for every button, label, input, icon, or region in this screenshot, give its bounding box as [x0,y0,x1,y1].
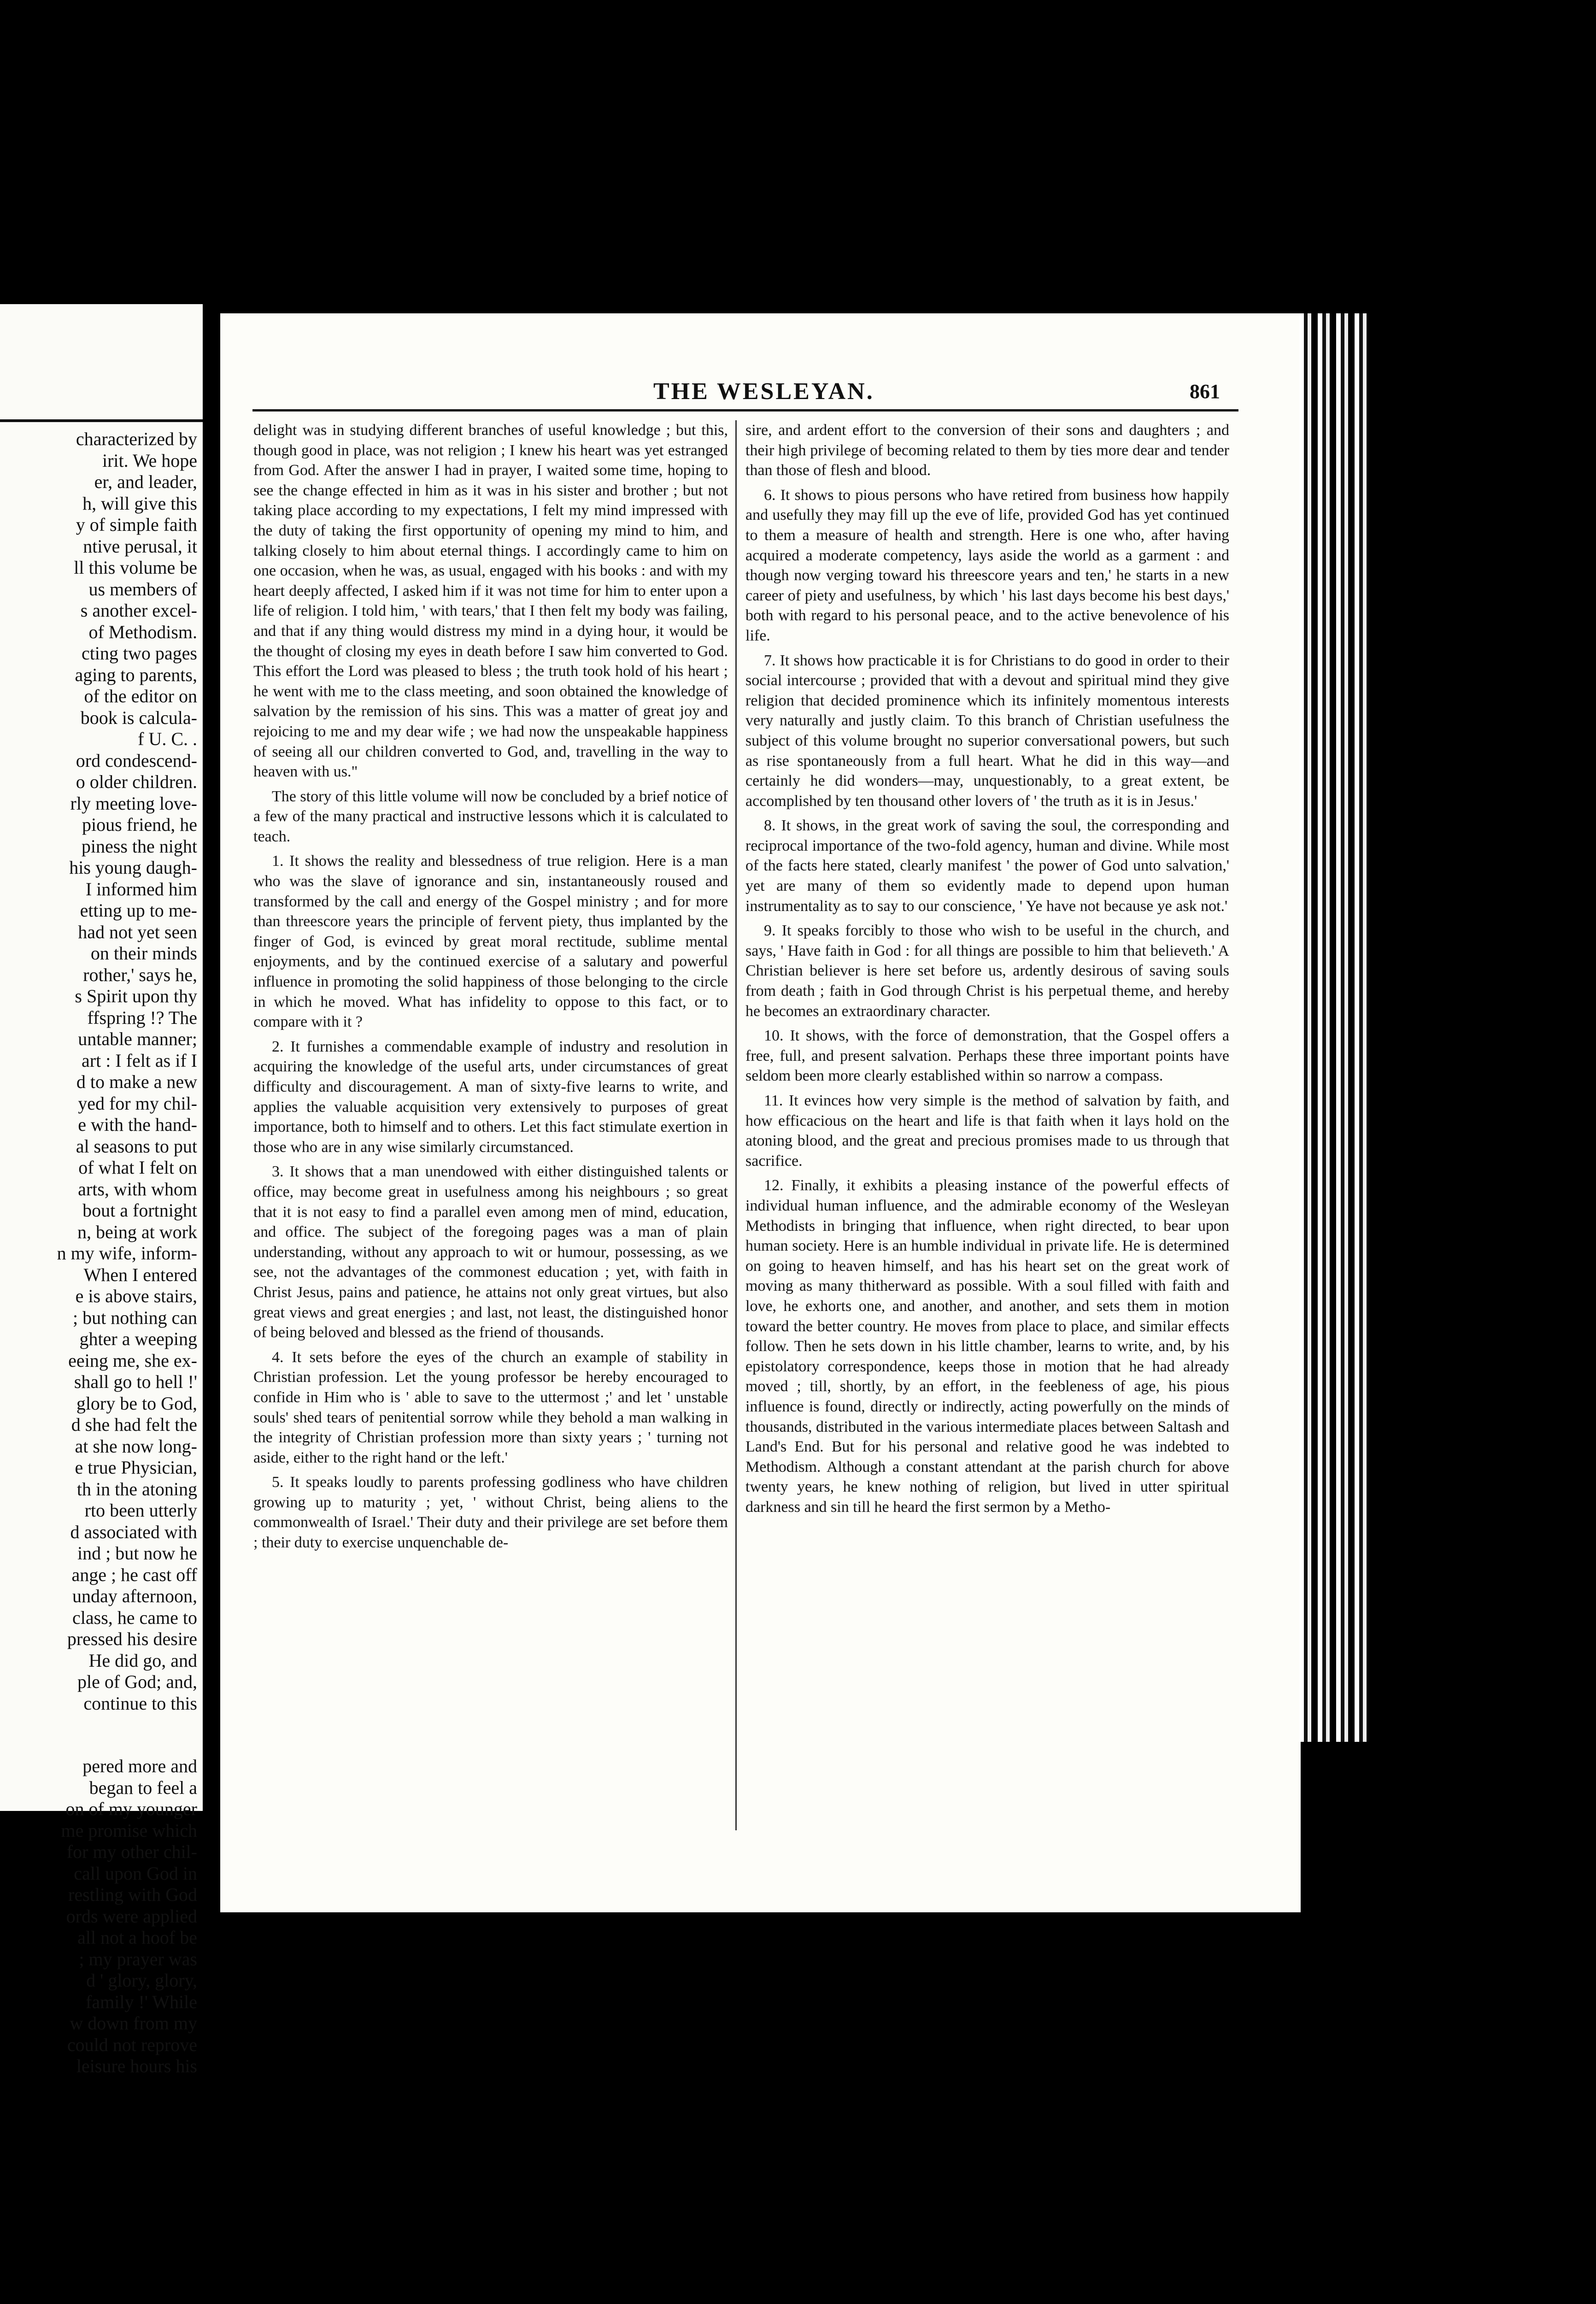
text-column-left [253,420,728,1558]
facing-page-line: arts, with whom [78,1178,197,1199]
facing-page-line: could not reprove [67,2034,197,2055]
facing-page-line: ords were applied [66,1905,197,1927]
facing-page-line: yed for my chil- [78,1093,197,1114]
facing-page-line: of what I felt on [78,1157,197,1178]
facing-page-line: h, will give this [82,493,197,514]
facing-page-line: e true Physician, [75,1457,197,1478]
facing-page-line: o older children. [76,771,197,792]
facing-page-line: unday afternoon, [72,1586,197,1606]
facing-page-line: ange ; he cast off [71,1564,197,1585]
page-edge-stack [1299,313,1368,1742]
facing-page-line: ; but nothing can [73,1307,197,1328]
facing-page-line: th in the atoning [76,1478,197,1499]
facing-page-line: leisure hours his [76,2056,197,2076]
facing-page-line: glory be to God, [76,1393,197,1414]
facing-page-line: us members of [88,578,197,600]
facing-page-line: book is calcula- [80,707,197,728]
paragraph: The story of this little volume will now be concluded by a brief notice of a few of the many practical and instructive lessons which it is calculated to teach. [253,788,728,845]
paragraph: 3. It shows that a man unendowed with either distinguished talents or office, may become great in usefulness among his neighbours ; so great that it is not easy to find a parallel even among men of mind, education, and office. The subject of the foregoing pages was a man of plain understanding, without any approach to wit or humour, possessing, as we see, not the advantages of the commonest education ; yet, with faith in Christ Jesus, pains and patience, he attains not only great virtues, but also great views and great energies ; and last, not least, the distinguished honor of being beloved and blessed as the friend of thousands. [253,1163,728,1341]
facing-page-line: piness the night [81,835,197,857]
paragraph: 12. Finally, it exhibits a pleasing instance of the powerful effects of individual human influence, and the admirable economy of the Wesleyan Methodists in bringing that influence, when right directed, to bear upon human society. Here is an humble individual in private life. He is determined on going to heaven himself, and has his heart set on the great work of moving as many thitherward as possible. With a soul filled with faith and love, he exhorts one, and another, and another, and sets them in motion toward the better country. He moves from place to place, and similar effects follow. Then he sets down in his little chamber, learns to write, and, by his epistolatory correspondence, keeps those in motion that he had already moved ; till, shortly, by an effort, in the feebleness of age, his pious influence is found, directly or indirectly, acting powerfully on the minds of thousands, distributed in the various intermediate places between Saltash and Land's End. But for his personal and relative good he was indebted to Methodism. Although a constant attendant at the parish church for above twenty years, he knew nothing of religion, but lived in utter spiritual darkness and sin till he heard the first sermon by a Metho- [745,1177,1229,1516]
facing-page-line: had not yet seen [78,921,197,942]
facing-page-line: on their minds [90,943,197,964]
facing-page-line: rother,' says he, [83,964,197,985]
paragraph: sire, and ardent effort to the conversion of their sons and daughters ; and their high privilege of becoming related to them by ties more dear and tender than those of flesh and blood. [745,422,1229,479]
column-divider [735,420,737,1830]
facing-page-line: his young daugh- [69,857,197,878]
facing-page-line: d ' glory, glory, [86,1970,197,1991]
facing-page-rule [0,419,203,422]
facing-page-line: n, being at work [77,1221,197,1242]
facing-page-line: aging to parents, [75,664,197,685]
facing-page-line: bout a fortnight [82,1200,197,1221]
facing-page-line: He did go, and [88,1650,197,1671]
facing-page-line: al seasons to put [76,1135,197,1157]
facing-page-line: rto been utterly [84,1500,197,1521]
facing-page-line: restling with God [68,1884,197,1905]
facing-page-line: er, and leader, [94,471,197,492]
facing-page-line: rly meeting love- [70,793,197,814]
paragraph: 1. It shows the reality and blessedness of true religion. Here is a man who was the slave of ignorance and sin, instantaneously roused and transformed by the call and energy of the Gospel ministry ; and for more than threescore years the principle of fervent piety, thus implanted by the finger of God, is evinced by great moral rectitude, sublime mental enjoyments, and by the continued exercise of a salutary and powerful influence in promoting the solid happiness of those belonging to the circle in which he moved. What has infidelity to oppose to this fact, or to compare with it ? [253,852,728,1031]
header-rule [252,409,1238,411]
facing-page-line: ple of God; and, [77,1671,197,1692]
facing-page-line: cting two pages [81,643,197,664]
paragraph: 2. It furnishes a commendable example of industry and resolution in acquiring the knowledge of the useful arts, under circumstances of great difficulty and discouragement. A man of sixty-five learns to write, and applies the valuable acquisition very extensively to purposes of great importance, both to himself and to others. Let this fact stimulate exertion in those who are in any wise similarly circumstanced. [253,1038,728,1156]
paragraph: 11. It evinces how very simple is the method of salvation by faith, and how efficacious on the heart and life is that faith when it lays hold on the atoning blood, and the great and precious promises made to us through that sacrifice. [745,1092,1229,1170]
facing-page-line: ord condescend- [76,750,197,771]
facing-page-line: untable manner; [78,1029,197,1049]
facing-page-line: began to feel a [89,1777,197,1798]
page [220,313,1301,1912]
facing-page-line: irit. We hope [102,450,197,471]
facing-page-line: for my other chil- [66,1841,197,1862]
facing-page-line: shall go to hell !' [74,1371,197,1392]
facing-page-line: pered more and [82,1756,197,1776]
facing-page-line: eeing me, she ex- [68,1350,197,1371]
facing-page-line: e with the hand- [78,1114,197,1135]
facing-page-text [0,429,203,2077]
facing-page-line: of Methodism. [88,621,197,642]
facing-page-line: at she now long- [75,1435,197,1457]
facing-page-line: continue to this [83,1693,197,1714]
facing-page-line: characterized by [76,429,197,449]
facing-page-line: call upon God in [74,1863,197,1884]
facing-page-line: s Spirit upon thy [75,986,197,1006]
text-column-right [745,420,1229,1522]
facing-page-line: pressed his desire [67,1628,197,1649]
facing-page-line: ghter a weeping [79,1328,197,1349]
facing-page-fragment [0,304,203,2076]
facing-page-line: d to make a new [76,1071,197,1092]
facing-page-line: ffspring !? The [87,1007,197,1028]
facing-page-line: etting up to me- [80,900,197,921]
paragraph: 8. It shows, in the great work of saving the soul, the corresponding and reciprocal importance of the two-fold agency, human and divine. While most of the facts here stated, clearly manifest ' the power of God unto salvation,' yet are many of them so evidently made to depend upon human instrumentality as to say to our conscience, ' Ye have not because ye ask not.' [745,817,1229,915]
facing-page-line: e is above stairs, [75,1286,197,1306]
paragraph: 10. It shows, with the force of demonstration, that the Gospel offers a free, full, and present salvation. Perhaps these three important points have seldom been more clearly established within so narrow a compass. [745,1027,1229,1085]
facing-page-line: ind ; but now he [77,1543,197,1563]
facing-page-line [0,1714,203,1756]
facing-page-line: ll this volume be [74,557,197,578]
running-title: THE WESLEYAN. [653,378,874,405]
facing-page-line: s another excel- [80,600,197,621]
facing-page-line: art : I felt as if I [82,1050,197,1071]
facing-page-line: d she had felt the [71,1414,197,1435]
facing-page-line: f U. C. . [138,729,197,749]
paragraph: 7. It shows how practicable it is for Christians to do good in order to their social intercourse ; provided that with a devout and spiritual mind they give religion that decided prominence which its infinitely momentous interests very naturally and justly claim. To this branch of Christian usefulness the subject of this volume brought no superior conversational powers, but such as rise spontaneously from a full heart. What he did in this way—and certainly he did wonders—may, unquestionably, to a great extent, be accomplished by ten thousand other lovers of ' the truth as it is in Jesus.' [745,652,1229,810]
facing-page-line: d associated with [70,1521,197,1542]
facing-page-line: of the editor on [84,686,197,706]
facing-page-line: ntive perusal, it [83,535,197,557]
facing-page-line: family !' While [86,1991,197,2012]
facing-page-line: n my wife, inform- [57,1243,197,1264]
paragraph: 5. It speaks loudly to parents professing godliness who have children growing up to maturity ; yet, ' without Christ, being aliens to the commonwealth of Israel.' Their duty and their privilege are set before them ; their duty to exercise unquenchable de- [253,1474,728,1552]
facing-page-line: class, he came to [72,1607,197,1628]
facing-page-line: on of my younger [65,1799,197,1819]
paragraph: 4. It sets before the eyes of the church an example of stability in Christian profession. Let the young professor be hereby encouraged to confide in Him who is ' able to save to the uttermost ;' and let ' unstable souls' shed tears of penitential sorrow while they behold a man walking in the integrity of Christian profession more than sixty years ; ' turning not aside, either to the right hand or the left.' [253,1348,728,1466]
facing-page-line: all not a hoof be [77,1927,197,1948]
paragraph: delight was in studying different branches of useful knowledge ; but this, though good in place, was not religion ; I knew his heart was yet estranged from God. After the answer I had in prayer, I waited some time, hoping to see the change effected in him as it was in his sister and brother ; but not taking place according to my expectations, I felt my mind impressed with the duty of taking the first opportunity of opening my mind to him, and talking closely to him about eternal things. I accordingly came to him on one occasion, when he was, as usual, engaged with his books : and with my heart deeply affected, I asked him if it was not time for him to enter upon a life of religion. I told him, ' with tears,' that I then felt my body was failing, and that if any thing would distress my mind in a dying hour, it would be the thought of closing my eyes in death before I saw him converted to God. This effort the Lord was pleased to bless ; the truth took hold of his heart ; he went with me to the class meeting, and soon obtained the knowledge of salvation by the remission of his sins. This was a matter of great joy and rejoicing to me and my dear wife ; we had now the unspeakable happiness of seeing all our children converted to God, and, travelling in the way to heaven with us." [253,422,728,781]
facing-page-line: ; my prayer was [79,1948,197,1969]
paragraph: 6. It shows to pious persons who have retired from business how happily and usefully they may fill up the eve of life, provided God has yet continued to them a measure of health and strength. Here is one who, after having acquired a moderate competency, lays aside the world as a garment : and though now verging toward his threescore years and ten,' he starts in a new career of piety and usefulness, by which ' his last days become his best days,' both with regard to his personal peace, and to the active benevolence of his life. [745,486,1229,644]
book-gutter [203,276,221,1843]
facing-page-line: me promise which [61,1820,197,1841]
facing-page-line: When I entered [83,1264,197,1285]
facing-page-line: I informed him [85,878,197,899]
facing-page-line: w down from my [70,2013,197,2034]
facing-page-line: y of simple faith [76,514,197,535]
facing-page-line: pious friend, he [82,814,197,835]
paragraph: 9. It speaks forcibly to those who wish to be useful in the church, and says, ' Have faith in God : for all things are possible to him that believeth.' A Christian believer is here set before us, ardently desirous of saving souls from death ; faith in God through Christ is his perpetual theme, and hereby he becomes an extraordinary character. [745,922,1229,1020]
page-number: 861 [1190,380,1220,403]
